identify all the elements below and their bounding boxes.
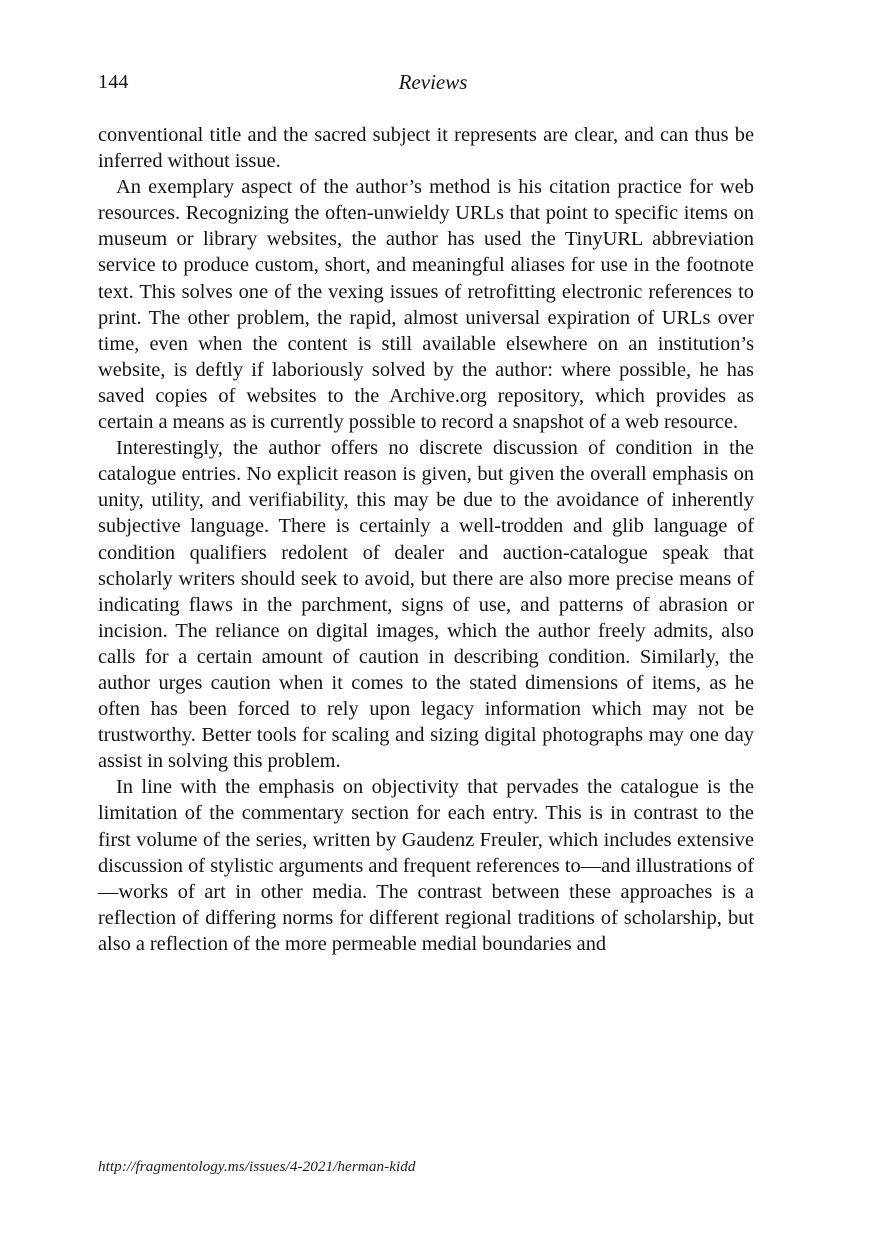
paragraph: In line with the emphasis on objectivity that pervades the catalogue is the limitation of the commentary section for each entry. This is in contrast to the first volume of the series, written by Gaudenz Freuler, which includes extensive discussion of stylistic arguments and frequent references to—and illustrations of—works of art in other media. The contrast between these approaches is a reflection of differing norms for different regional traditions of scholarship, but also a reflection of the more permeable medial boundaries and: [98, 776, 754, 955]
paragraph: Interestingly, the author offers no discrete discussion of condition in the catalogue entries. No explicit reason is given, but given the overall emphasis on unity, utility, and verifiability, this may be due to the avoidance of inherently subjective language. There is certainly a well-trodden and glib language of condition qualifiers redolent of dealer and auction-catalogue speak that scholarly writers should seek to avoid, but there are also more precise means of indicating flaws in the parchment, signs of use, and patterns of abrasion or incision. The reliance on digital images, which the author freely admits, also calls for a certain amount of caution in describing condition. Similarly, the author urges caution when it comes to the stated dimensions of items, as he often has been forced to rely upon legacy information which may not be trustworthy. Better tools for scaling and sizing digital photographs may one day assist in solving this problem.: [98, 437, 754, 773]
running-head: [98, 68, 752, 98]
paragraph: conventional title and the sacred subject it represents are clear, and can thus be inferred without issue.: [98, 124, 754, 173]
running-head-title: Reviews: [398, 70, 468, 94]
body-text-block: [98, 122, 754, 957]
page-number: 144: [98, 71, 129, 93]
footer-source-url: http://fragmentology.ms/issues/4-2021/herman-kidd: [98, 1158, 416, 1175]
paragraph: An exemplary aspect of the author’s method is his citation practice for web resources. Recognizing the often-unwieldy URLs that point to specific items on museum or library websites, the author has used the TinyURL abbreviation service to produce custom, short, and meaningful aliases for use in the footnote text. This solves one of the vexing issues of retrofitting electronic references to print. The other problem, the rapid, almost universal expiration of URLs over time, even when the content is still available elsewhere on an institution’s website, is deftly if laboriously solved by the author: where possible, he has saved copies of websites to the Archive.org repository, which provides as certain a means as is currently possible to record a snapshot of a web resource.: [98, 176, 754, 434]
